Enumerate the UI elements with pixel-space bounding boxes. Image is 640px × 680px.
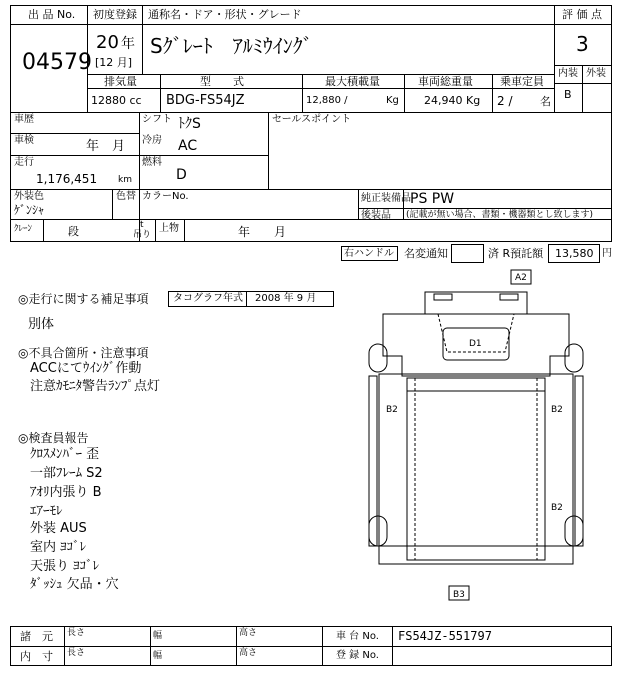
inspector-title: ◎検査員報告 [18,431,89,445]
month-value: [12 月] [95,56,133,69]
rear-wheel-left [369,516,387,546]
divider [155,219,156,242]
capacity-value: 2 / [497,94,513,108]
capacity-unit: 名 [540,95,551,108]
divider [358,208,612,209]
rear-wheel-right [565,516,583,546]
sales-point-label: セールスポイント [272,114,352,125]
front-wheel-right [565,344,583,372]
divider [582,65,583,113]
crane-stage: 段 [68,225,79,238]
divider [392,626,393,666]
name-change-box [451,244,484,263]
divider [87,88,554,89]
displacement-label: 排気量 [104,75,137,88]
retrofit-note: (記載が無い場合、書類・機器類とし致します) [406,210,594,220]
max-load-unit: Kg [386,95,399,106]
divider [150,626,151,666]
equipment-value: PS PW [410,191,455,207]
max-load-label: 最大積載量 [325,75,380,88]
recycle-label: 済 R預託額 [488,247,544,260]
gross-weight-label: 車両総重量 [418,75,473,88]
recycle-unit: 円 [602,248,612,259]
model-name-label: 通称名・ドア・形状・グレード [148,8,302,21]
dim-label: 諸 元 [20,630,53,643]
divider [236,626,237,666]
divider [43,219,44,242]
truck-diagram [355,266,605,606]
color-number-label: カラーNo. [142,191,189,202]
damage-mark: D1 [469,339,482,349]
retrofit-label: 後装品 [361,210,391,221]
mileage-unit: km [118,175,132,185]
crane-ton: t [140,220,144,230]
defect-title: ◎不具合箇所・注意事項 [18,346,149,360]
bed-inner [407,378,545,560]
color-label: 外装色 [14,191,44,202]
interior-length-label: 長さ [67,648,86,658]
exterior-grade-label: 外装 [586,68,606,79]
cab-roof [425,292,527,314]
lot-number: 04579 [22,50,92,75]
ac-label: 冷房 [142,135,162,146]
color-change-label: 色替 [116,191,136,202]
divider [554,65,612,66]
inspector-line: 外装 AUS [30,521,87,536]
fuel-value: D [176,167,187,183]
interior-grade-value: B [564,88,572,101]
inspection-label: 車検 [14,135,34,146]
damage-mark: A2 [515,273,527,283]
interior-width-label: 幅 [153,651,163,661]
divider [492,74,493,113]
divider [554,83,612,84]
damage-mark: B2 [551,405,563,415]
lot-label: 出 品 No. [28,8,76,21]
model-code-label: 型 式 [200,75,244,88]
divider [554,5,555,113]
recycle-value: 13,580 [555,247,594,260]
details-frame [10,112,612,242]
driving-title: ◎走行に関する補足事項 [18,292,149,306]
bed-outline [379,374,573,564]
upper-value: 年 月 [238,225,287,239]
chassis-value: FS54JZ-551797 [398,629,492,643]
mileage-label: 走行 [14,157,34,168]
inspector-line: ｱｵﾘ内張り B [30,485,102,500]
mileage-value: 1,176,451 [36,172,98,186]
inspector-line: ｴｱｰﾓﾚ [30,504,63,519]
gross-weight-value: 24,940 Kg [424,94,481,107]
divider [160,74,161,113]
first-reg-label: 初度登録 [93,8,137,21]
dim-length-label: 長さ [67,628,86,638]
max-load-value: 12,880 / [306,95,348,106]
shift-label: シフト [142,114,172,125]
driving-note: 別体 [28,317,55,332]
inspector-line: 一部ﾌﾚｰﾑ S2 [30,466,103,481]
steering-value: 右ハンドル [344,248,394,259]
divider [10,155,268,156]
capacity-label: 乗車定員 [500,75,544,88]
history-label: 車歴 [14,114,34,125]
damage-mark: B2 [386,405,398,415]
tacho-value: 2008 年 9 月 [255,293,317,304]
grade-label: 評 価 点 [562,8,602,21]
inspector-line: ﾀﾞｯｼｭ 欠品・穴 [30,577,119,592]
divider [87,24,554,25]
crane-label: ｸﾚｰﾝ [14,224,33,234]
inspection-value: 年 月 [86,139,126,154]
divider [10,189,612,190]
divider [404,74,405,113]
inspector-line: 天張り ﾖｺﾞﾚ [30,559,100,574]
interior-grade-label: 内装 [558,68,578,79]
dim-width-label: 幅 [153,631,163,641]
divider [64,626,65,666]
ac-value: AC [178,138,198,154]
mirror-right [500,294,518,300]
divider [358,189,359,219]
defect-line: ACCにてｳｲﾝｸﾞ作動 [30,361,142,376]
divider [302,74,303,113]
divider [184,219,185,242]
chassis-label: 車 台 No. [336,631,379,642]
model-name: Sｸﾞﾚｰﾄ ｱﾙﾐｳｲﾝｸﾞ [150,34,313,58]
divider [246,291,247,307]
front-wheel-left [369,344,387,372]
mirror-left [434,294,452,300]
inspector-line: 室内 ﾖｺﾞﾚ [30,540,87,555]
grade-value: 3 [576,32,589,56]
tacho-label: タコグラフ年式 [173,293,243,304]
divider [322,626,323,666]
fuel-label: 燃料 [142,157,162,168]
damage-mark: B2 [551,503,563,513]
divider [268,112,269,189]
name-change-label: 名変通知 [404,247,448,260]
divider [112,189,113,219]
interior-dim-label: 内 寸 [20,650,53,663]
divider [87,74,554,75]
model-code-value: BDG-FS54JZ [166,93,245,108]
divider [10,133,139,134]
color-value: ｹﾞﾝｼｬ [14,203,45,217]
crane-lift: 吊り [133,230,152,240]
inspector-line: ｸﾛｽﾒﾝﾊﾞｰ 歪 [30,447,100,462]
year-value: 20 [96,32,119,53]
dim-height-label: 高さ [239,628,258,638]
divider [142,5,143,74]
divider [10,24,87,25]
upper-label: 上物 [159,223,179,234]
divider [554,24,612,25]
registration-label: 登 録 No. [336,650,379,661]
interior-height-label: 高さ [239,648,258,658]
shift-value: ﾄｸS [178,116,201,132]
divider [10,646,612,647]
damage-mark: B3 [453,590,465,600]
defect-line: 注意ｶﾓﾆﾀ警告ﾗﾝﾌﾟ点灯 [30,379,161,394]
equipment-label: 純正装備品 [361,193,411,204]
displacement-value: 12880 cc [91,94,142,107]
year-unit: 年 [121,36,135,52]
